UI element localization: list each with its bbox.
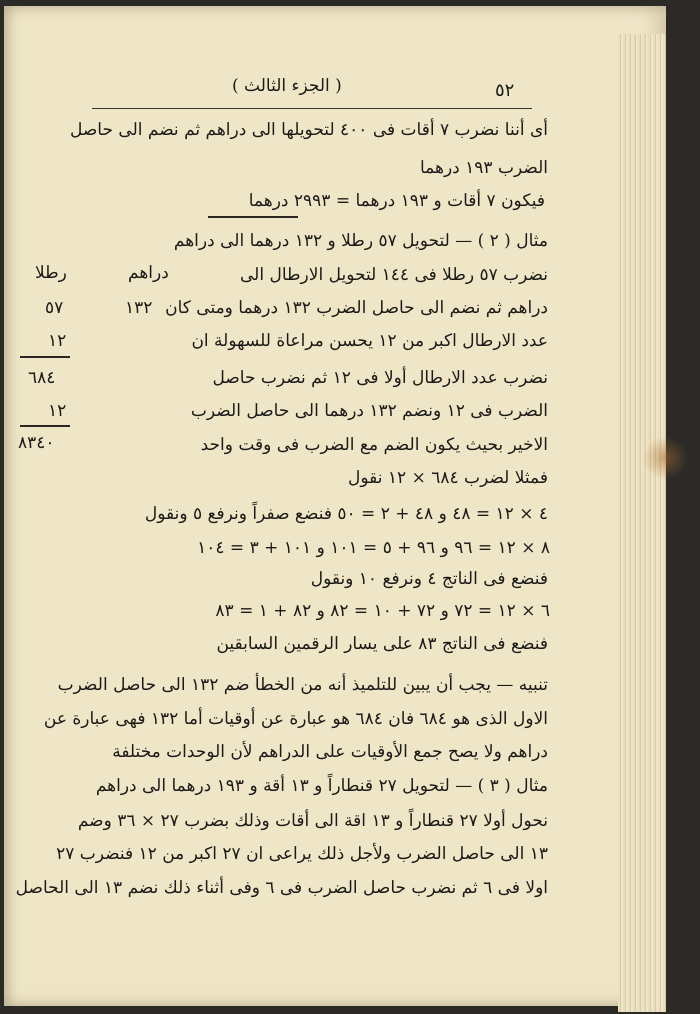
rotl-value: ٦٨٤ [28, 368, 56, 388]
text-line: عدد الارطال اكبر من ١٢ يحسن مراعاة للسهولة ان [191, 331, 548, 351]
page-number: ٥٢ [495, 80, 515, 101]
equation-line: ٤ × ١٢ = ٤٨ و ٤٨ + ٢ = ٥٠ فنضع صفراً ونرفع ٥ ونقول [144, 504, 548, 524]
calc-rule [20, 356, 70, 358]
text-line: الاخير بحيث يكون الضم مع الضرب فى وقت واحد [200, 435, 548, 455]
note-line: تنبيه — يجب أن يبين للتلميذ أنه من الخطأ ضم ١٣٢ الى حاصل الضرب [57, 675, 548, 695]
text-line: الضرب ١٩٣ درهما [420, 158, 548, 178]
rotl-value: ٥٧ [45, 298, 64, 318]
result-text: فيكون ٧ أقات و ١٩٣ درهما = ٢٩٩٣ درهما [248, 191, 545, 211]
text-line: اولا فى ٦ ثم نضرب حاصل الضرب فى ٦ وفى أثناء ذلك نضم ١٣ الى الحاصل [15, 878, 548, 898]
text-line: نحول أولا ٢٧ قنطاراً و ١٣ اقة الى أقات وذلك بضرب ٢٧ × ٣٦ وضم [77, 811, 548, 831]
header-rule [92, 108, 532, 109]
column-header-dirham: دراهم [128, 263, 169, 283]
text-line: نضرب ٥٧ رطلا فى ١٤٤ لتحويل الارطال الى [240, 265, 548, 285]
text-line: ١٣ الى حاصل الضرب ولأجل ذلك يراعى ان ٢٧ اكبر من ١٢ فنضرب ٢٧ [56, 844, 548, 864]
rotl-value: ١٢ [48, 331, 67, 351]
result-underline [208, 216, 298, 218]
text-line: مثال ( ٣ ) — لتحويل ٢٧ قنطاراً و ١٣ أقة و ١٩٣ درهما الى دراهم [95, 776, 548, 796]
part-title: ( الجزء الثالث ) [232, 76, 342, 96]
text-line: الضرب فى ١٢ ونضم ١٣٢ درهما الى حاصل الضرب [190, 401, 548, 421]
note-line: الاول الذى هو ٦٨٤ فان ٦٨٤ هو عبارة عن أوقيات أما ١٣٢ فهى عبارة عن [43, 709, 548, 729]
text-line: فنضع فى الناتج ٤ ونرفع ١٠ ونقول [310, 569, 548, 589]
paper-stain [642, 436, 688, 480]
rotl-value: ٨٣٤٠ [18, 433, 55, 453]
dirham-value: ١٣٢ [125, 298, 153, 318]
equation-line: ٦ × ١٢ = ٧٢ و ٧٢ + ١٠ = ٨٢ و ٨٢ + ١ = ٨٣ [215, 601, 550, 621]
text-line-result [249, 190, 545, 212]
text-line: مثال ( ٢ ) — لتحويل ٥٧ رطلا و ١٣٢ درهما الى دراهم [173, 231, 548, 251]
calc-rule [20, 425, 70, 427]
note-line: دراهم ولا يصح جمع الأوقيات على الدراهم لأن الوحدات مختلفة [112, 742, 548, 762]
page-edges [618, 34, 666, 1012]
text-line: أى أننا نضرب ٧ أقات فى ٤٠٠ لتحويلها الى دراهم ثم نضم الى حاصل [70, 120, 548, 140]
column-header-rotl: رطلا [35, 263, 67, 283]
text-line: دراهم ثم نضم الى حاصل الضرب ١٣٢ درهما ومتى كان [165, 298, 548, 318]
text-line: فمثلا لضرب ٦٨٤ × ١٢ نقول [348, 468, 548, 488]
rotl-value: ١٢ [48, 401, 67, 421]
equation-line: ٨ × ١٢ = ٩٦ و ٩٦ + ٥ = ١٠١ و ١٠١ + ٣ = ١٠٤ [197, 538, 550, 558]
text-line: نضرب عدد الارطال أولا فى ١٢ ثم نضرب حاصل [212, 368, 548, 388]
text-line: فنضع فى الناتج ٨٣ على يسار الرقمين السابقين [216, 634, 548, 654]
